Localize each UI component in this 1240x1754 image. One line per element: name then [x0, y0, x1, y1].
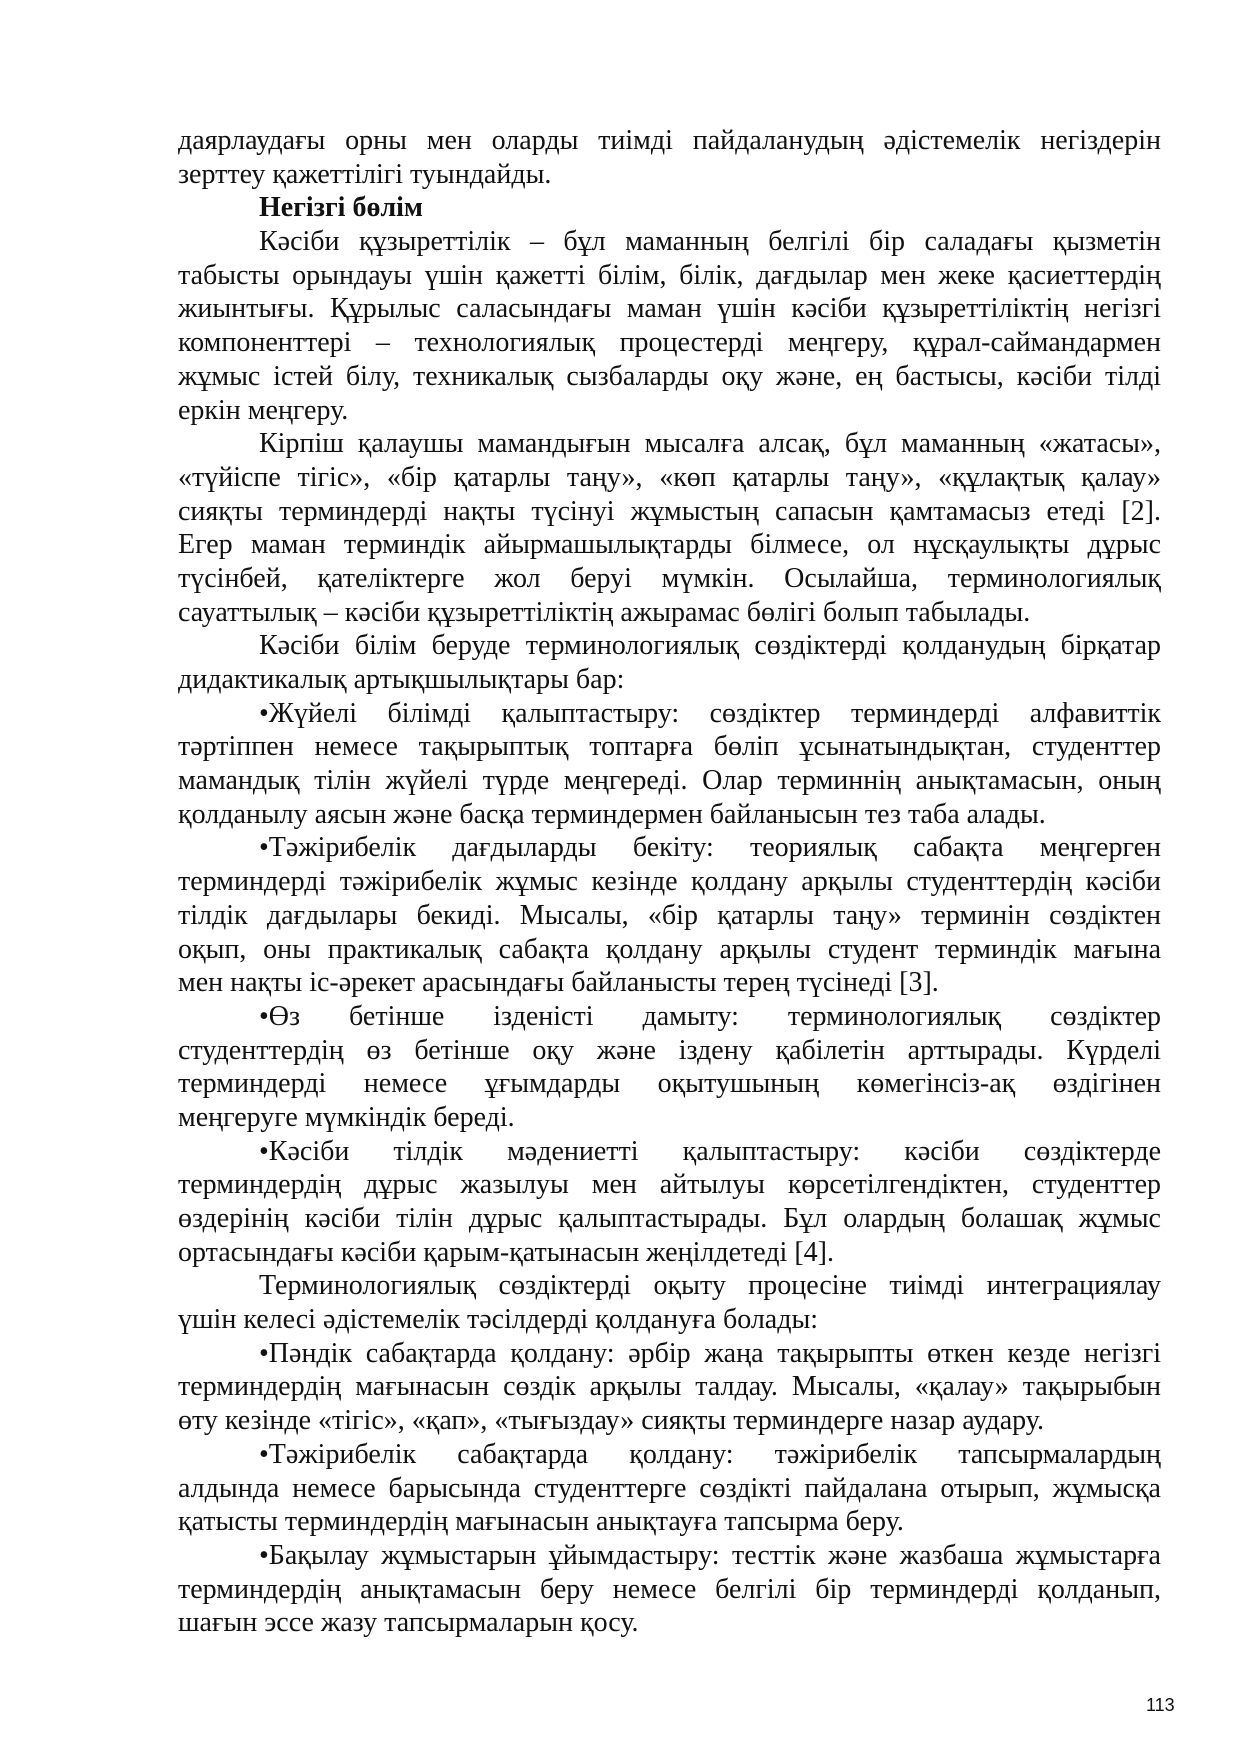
list-item [178, 1000, 1161, 1135]
text-line: өздерінің кәсіби тілін дұрыс қалыптастырады. Бұл олардың болашақ жұмыс [178, 1203, 1161, 1234]
text-line: компоненттері – технологиялық процестерді меңгеру, құрал-саймандармен [178, 327, 1161, 359]
text-line: терминдердің анықтамасын беру немесе белгілі бір терминдерді қолданып, [178, 1573, 1161, 1605]
section-heading-text: Негізгі бөлім [259, 192, 424, 224]
text-line: табысты орындауы үшін қажетті білім, білік, дағдылар мен жеке қасиеттердің [178, 259, 1161, 291]
text-line: сияқты терминдерді нақты түсінуі жұмыстың сапасын қамтамасыз етеді [2]. [178, 495, 1161, 527]
paragraph [178, 629, 1161, 696]
text-line: •Тәжірибелік сабақтарда қолдану: тәжірибелік тапсырмалардың [259, 1438, 1161, 1470]
text-line: терминдердің мағынасын сөздік арқылы талдау. Мысалы, «қалау» тақырыбын [178, 1371, 1161, 1403]
text-line: мен нақты іс-әрекет арасындағы байланысты терең түсінеді [3]. [178, 967, 939, 999]
list-item [178, 831, 1161, 999]
text-line: оқып, оны практикалық сабақта қолдану арқылы студент терминдік мағына [178, 933, 1161, 965]
page-number: 113 [1146, 1695, 1175, 1715]
text-line: терминдердің дұрыс жазылуы мен айтылуы көрсетілгендіктен, студенттер [178, 1169, 1161, 1201]
text-line: алдында немесе барысында студенттерге сөздікті пайдалана отырып, жұмысқа [178, 1472, 1161, 1504]
list-item [178, 1539, 1161, 1640]
text-line: тәртіппен немесе тақырыптық топтарға бөліп ұсынатындықтан, студенттер [178, 731, 1161, 763]
text-line: меңгеруге мүмкіндік береді. [178, 1101, 515, 1133]
text-line: мамандық тілін жүйелі түрде меңгереді. Олар терминнің анықтамасын, оның [178, 765, 1161, 797]
paragraph [178, 1269, 1161, 1336]
list-item [178, 1337, 1161, 1438]
text-line: еркін меңгеру. [178, 394, 349, 426]
text-line: терминдерді тәжірибелік жұмыс кезінде қолдану арқылы студенттердің кәсіби [178, 866, 1161, 898]
text-line: даярлаудағы орны мен оларды тиімді пайдаланудың әдістемелік негіздерін [178, 125, 1161, 156]
text-line: сауаттылық – кәсіби құзыреттіліктің ажырамас бөлігі болып табылады. [178, 596, 1031, 628]
list-item [178, 1135, 1161, 1270]
paragraph [178, 427, 1161, 629]
text-line: ортасындағы кәсіби қарым-қатынасын жеңілдетеді [4]. [178, 1236, 834, 1268]
text-line: «түйіспе тігіс», «бір қатарлы таңу», «көп қатарлы таңу», «құлақтық қалау» [178, 461, 1161, 493]
text-line: •Өз бетінше ізденісті дамыту: терминологиялық сөздіктер [259, 1000, 1161, 1032]
list-item [178, 697, 1161, 832]
page-body [178, 124, 1161, 1640]
text-line: жиынтығы. Құрылыс саласындағы маман үшін кәсіби құзыреттіліктің негізгі [178, 293, 1161, 325]
text-line: Егер маман терминдік айырмашылықтарды білмесе, ол нұсқаулықты дұрыс [178, 529, 1161, 561]
text-line: Терминологиялық сөздіктерді оқыту процесіне тиімді интеграциялау [259, 1270, 1161, 1302]
text-line: терминдерді немесе ұғымдарды оқытушының көмегінсіз-ақ өздігінен [178, 1068, 1161, 1100]
text-line: түсінбей, қателіктерге жол беруі мүмкін. Осылайша, терминологиялық [178, 562, 1161, 594]
text-line: •Тәжірибелік дағдыларды бекіту: теориялық сабақта меңгерген [259, 832, 1161, 864]
section-heading [178, 191, 1161, 225]
text-line: өту кезінде «тігіс», «қап», «тығыздау» сияқты терминдерге назар аудару. [178, 1405, 1044, 1437]
text-line: Кәсіби білім беруде терминологиялық сөздіктерді қолданудың бірқатар [259, 630, 1161, 662]
list-item [178, 1438, 1161, 1539]
text-line: тілдік дағдылары бекиді. Мысалы, «бір қатарлы таңу» терминін сөздіктен [178, 899, 1161, 931]
text-line: жұмыс істей білу, техникалық сызбаларды оқу және, ең бастысы, кәсіби тілді [178, 360, 1161, 392]
paragraph [178, 124, 1161, 191]
text-line: зерттеу қажеттілігі туындайды. [178, 158, 552, 190]
text-line: үшін келесі әдістемелік тәсілдерді қолдануға болады: [178, 1304, 819, 1336]
text-line: Кәсіби құзыреттілік – бұл маманның белгілі бір саладағы қызметін [259, 226, 1161, 258]
text-line: Кірпіш қалаушы мамандығын мысалға алсақ, бұл маманның «жатасы», [259, 428, 1161, 460]
text-line: •Кәсіби тілдік мәдениетті қалыптастыру: кәсіби сөздіктерде [259, 1135, 1161, 1167]
paragraph [178, 225, 1161, 427]
text-line: •Пәндік сабақтарда қолдану: әрбір жаңа тақырыпты өткен кезде негізгі [259, 1337, 1161, 1369]
text-line: қатысты терминдердің мағынасын анықтауға тапсырма беру. [178, 1506, 904, 1538]
text-line: студенттердің өз бетінше оқу және іздену қабілетін арттырады. Күрделі [178, 1034, 1161, 1066]
text-line: •Бақылау жұмыстарын ұйымдастыру: тесттік және жазбаша жұмыстарға [259, 1539, 1161, 1571]
text-line: қолданылу аясын және басқа терминдермен байланысын тез таба алады. [178, 798, 1046, 830]
text-line: •Жүйелі білімді қалыптастыру: сөздіктер терминдерді алфавиттік [259, 697, 1161, 729]
text-line: шағын эссе жазу тапсырмаларын қосу. [178, 1607, 639, 1639]
text-line: дидактикалық артықшылықтары бар: [178, 664, 625, 695]
